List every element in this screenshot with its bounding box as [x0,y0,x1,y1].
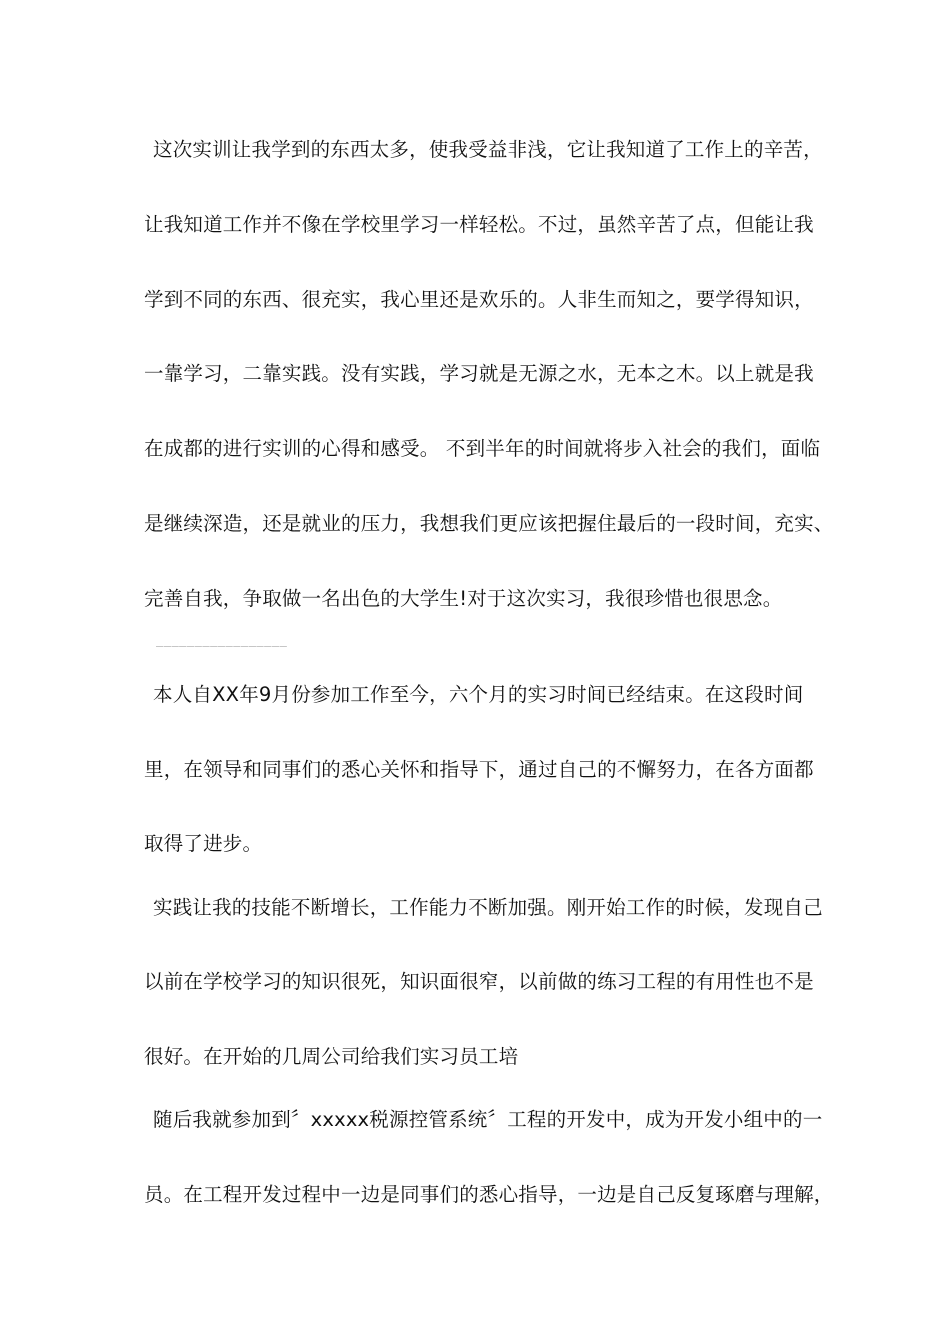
paragraph-line: 以前在学校学习的知识很死，知识面很窄，以前做的练习工程的有用性也不是 [144,970,814,993]
paragraph-line: 完善自我，争取做一名出色的大学生!对于这次实习，我很珍惜也很思念。 [144,587,783,610]
paragraph-line: 学到不同的东西、很充实，我心里还是欢乐的。人非生而知之，要学得知识， [144,288,814,311]
paragraph-line: 本人自XX年9月份参加工作至今，六个月的实习时间已经结束。在这段时间 [153,683,804,706]
paragraph-line: 员。在工程开发过程中一边是同事们的悉心指导，一边是自己反复琢磨与理解， [144,1183,834,1206]
paragraph-line: 取得了进步。 [144,832,263,855]
paragraph-line: 实践让我的技能不断增长，工作能力不断加强。刚开始工作的时候，发现自己 [153,896,823,919]
paragraph-line: 在成都的进行实训的心得和感受。 不到半年的时间就将步入社会的我们，面临 [144,437,821,460]
paragraph-line: 是继续深造，还是就业的压力，我想我们更应该把握住最后的一段时间，充实、 [144,512,834,535]
paragraph-line: 一靠学习，二靠实践。没有实践，学习就是无源之水，无本之木。以上就是我 [144,362,814,385]
paragraph-line: 随后我就参加到〞xxxxx税源控管系统〞工程的开发中，成为开发小组中的一 [153,1108,823,1131]
paragraph-line: 很好。在开始的几周公司给我们实习员工培 [144,1045,519,1068]
paragraph-line: 这次实训让我学到的东西太多，使我受益非浅，它让我知道了工作上的辛苦， [153,138,823,161]
paragraph-line: 让我知道工作并不像在学校里学习一样轻松。不过，虽然辛苦了点，但能让我 [144,213,814,236]
paragraph-line: 里，在领导和同事们的悉心关怀和指导下，通过自己的不懈努力，在各方面都 [144,758,814,781]
section-divider: _________________ [156,633,288,647]
